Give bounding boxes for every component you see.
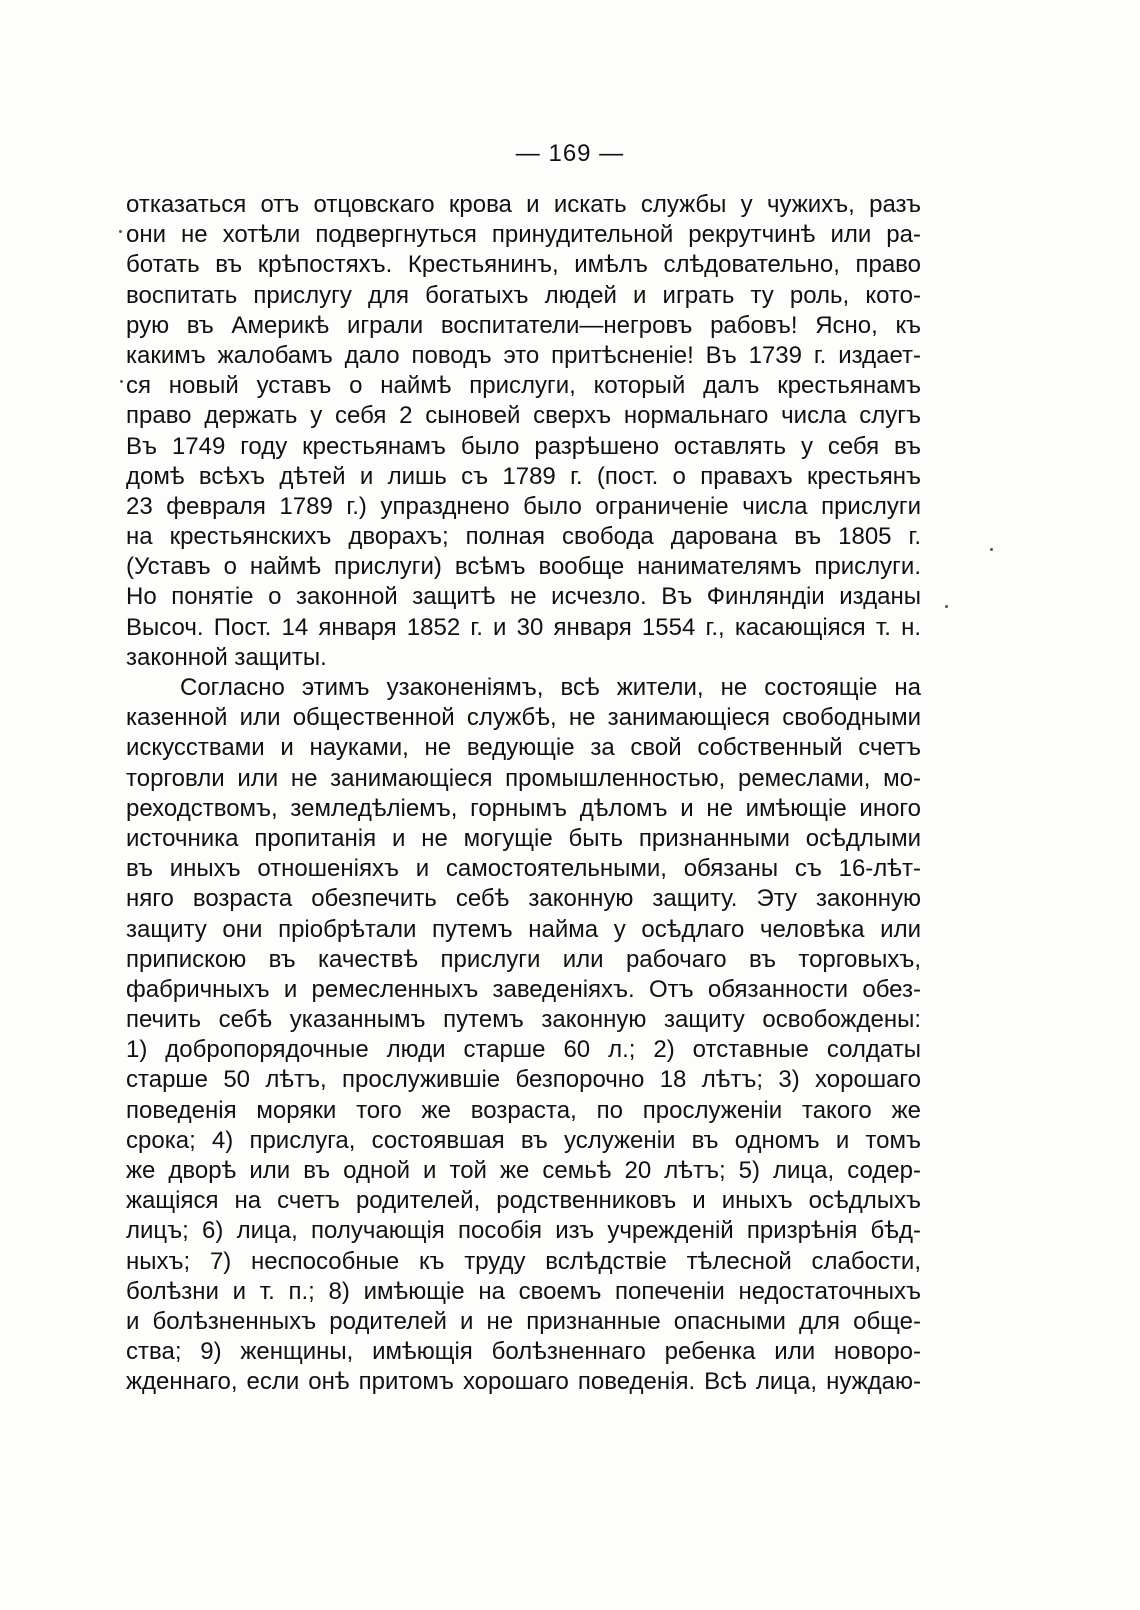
scan-speck xyxy=(120,380,123,383)
text-line: ботать въ крѣпостяхъ. Крестьянинъ, имѣлъ слѣдовательно, право xyxy=(126,251,921,279)
text-line: жденнаго, если онѣ притомъ хорошаго поведенія. Всѣ лица, нуждаю- xyxy=(126,1368,921,1396)
text-line: болѣзни и т. п.; 8) имѣющіе на своемъ попеченіи недостаточныхъ xyxy=(126,1277,921,1305)
text-line: воспитать прислугу для богатыхъ людей и играть ту роль, кото- xyxy=(126,281,921,309)
text-line: Но понятіе о законной защитѣ не исчезло. Въ Финляндіи изданы xyxy=(126,583,921,611)
text-line: старше 50 лѣтъ, прослужившіе безпорочно 18 лѣтъ; 3) хорошаго xyxy=(126,1066,921,1094)
text-line: печить себѣ указаннымъ путемъ законную защиту освобождены: xyxy=(126,1006,921,1034)
text-line: поведенія моряки того же возраста, по прослуженіи такого же xyxy=(126,1096,921,1124)
scan-speck xyxy=(990,548,993,551)
text-line: 1) добропорядочные люди старше 60 л.; 2) отставные солдаты xyxy=(126,1036,921,1064)
text-line: лицъ; 6) лица, получающія пособія изъ учрежденій призрѣнія бѣд- xyxy=(126,1217,921,1245)
scan-speck xyxy=(119,230,122,233)
text-line: въ иныхъ отношеніяхъ и самостоятельными, обязаны съ 16-лѣт- xyxy=(126,855,921,883)
text-line: няго возраста обезпечить себѣ законную защиту. Эту законную xyxy=(126,885,921,913)
text-line: ныхъ; 7) неспособные къ труду вслѣдствіе тѣлесной слабости, xyxy=(126,1247,921,1275)
text-line: рую въ Америкѣ играли воспитатели—негровъ рабовъ! Ясно, къ xyxy=(126,311,921,339)
paragraph-2 xyxy=(126,673,921,1398)
text-line: ства; 9) женщины, имѣющія болѣзненнаго ребенка или новоро- xyxy=(126,1338,921,1366)
scan-speck xyxy=(945,605,948,608)
text-line: (Уставъ о наймѣ прислуги) всѣмъ вообще нанимателямъ прислуги. xyxy=(126,553,921,581)
text-line: отказаться отъ отцовскаго крова и искать службы у чужихъ, разъ xyxy=(126,191,921,218)
text-line: 23 февраля 1789 г.) упразднено было ограниченіе числа прислуги xyxy=(126,492,921,520)
text-line: законной защиты. xyxy=(126,643,327,671)
text-line: они не хотѣли подвергнуться принудительной рекрутчинѣ или ра- xyxy=(126,221,921,249)
text-line: на крестьянскихъ дворахъ; полная свобода дарована въ 1805 г. xyxy=(126,523,921,551)
text-line: какимъ жалобамъ дало поводъ это притѣсненіе! Въ 1739 г. издает- xyxy=(126,341,921,369)
text-line: торговли или не занимающіеся промышленностью, ремеслами, мо- xyxy=(126,764,921,792)
text-line: искусствами и науками, не ведующіе за свой собственный счетъ xyxy=(126,734,921,762)
page-number: — 169 — xyxy=(515,140,625,167)
text-line: и болѣзненныхъ родителей и не признанные опасными для обще- xyxy=(126,1307,921,1335)
text-line: право держать у себя 2 сыновей сверхъ нормальнаго числа слугъ xyxy=(126,402,921,430)
body-text xyxy=(126,190,921,1398)
paragraph-1 xyxy=(126,190,921,673)
text-line: казенной или общественной службѣ, не занимающіеся свободными xyxy=(126,704,921,732)
text-line: Согласно этимъ узаконеніямъ, всѣ жители, не состоящіе на xyxy=(180,674,921,701)
text-line: срока; 4) прислуга, состоявшая въ услуженіи въ одномъ и томъ xyxy=(126,1126,921,1154)
text-line: защиту они пріобрѣтали путемъ найма у осѣдлаго человѣка или xyxy=(126,915,921,943)
text-line: жащіяся на счетъ родителей, родственниковъ и иныхъ осѣдлыхъ xyxy=(126,1187,921,1215)
text-line: же дворѣ или въ одной и той же семьѣ 20 лѣтъ; 5) лица, содер- xyxy=(126,1157,921,1184)
text-line: припискою въ качествѣ прислуги или рабочаго въ торговыхъ, xyxy=(126,945,921,973)
text-line: ся новый уставъ о наймѣ прислуги, который далъ крестьянамъ xyxy=(126,372,921,400)
text-line: фабричныхъ и ремесленныхъ заведеніяхъ. Отъ обязанности обез- xyxy=(126,975,921,1003)
text-line: Высоч. Пост. 14 января 1852 г. и 30 января 1554 г., касающіяся т. н. xyxy=(126,613,921,641)
text-line: домѣ всѣхъ дѣтей и лишь съ 1789 г. (пост. о правахъ крестьянъ xyxy=(126,462,921,490)
text-line: источника пропитанія и не могущіе быть признанными осѣдлыми xyxy=(126,824,921,852)
text-line: реходствомъ, земледѣліемъ, горнымъ дѣломъ и не имѣющіе иного xyxy=(126,794,921,822)
text-line: Въ 1749 году крестьянамъ было разрѣшено оставлять у себя въ xyxy=(126,432,921,460)
